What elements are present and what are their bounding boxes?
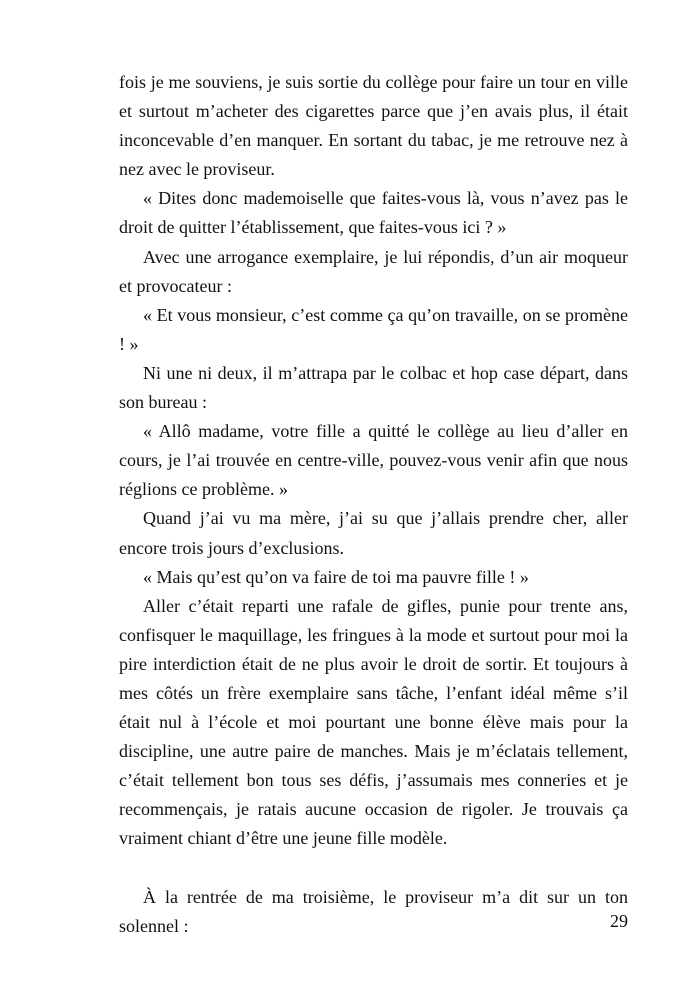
paragraph-1: fois je me souviens, je suis sortie du collège pour faire un tour en ville et surtout m’acheter des cigarettes parce que j’en avais plus, il était inconcevable d’en manquer. En sortant du tabac, je me retrouve nez à nez avec le proviseur. xyxy=(119,72,628,180)
paragraph-8: « Mais qu’est qu’on va faire de toi ma pauvre fille ! » xyxy=(143,566,529,587)
paragraph-2: « Dites donc mademoiselle que faites-vous là, vous n’avez pas le droit de quitter l’établissement, que faites-vous ici ? » xyxy=(119,188,628,238)
paragraph-4: « Et vous monsieur, c’est comme ça qu’on travaille, on se promène ! » xyxy=(119,304,628,354)
paragraph-6: « Allô madame, votre fille a quitté le collège au lieu d’aller en cours, je l’ai trouvée en centre-ville, pouvez-vous venir afin que nous réglions ce problème. » xyxy=(119,421,628,500)
section-gap xyxy=(119,854,628,883)
paragraph-9: Aller c’était reparti une rafale de gifles, punie pour trente ans, confisquer le maquillage, les fringues à la mode et surtout pour moi la pire interdiction était de ne plus avoir le droit de sortir. Et toujours à mes côtés un frère exemplaire sans tâche, l’enfant idéal même s’il était nul à l’école et moi pourtant une bonne élève mais pour la discipline, une autre paire de manches. Mais je m’éclatais tellement, c’était tellement bon tous ses défis, j’assumais mes conneries et je recommençais, je ratais aucune occasion de rigoler. Je trouvais ça vraiment chiant d’être une jeune fille modèle. xyxy=(119,595,628,849)
paragraph-10: À la rentrée de ma troisième, le proviseur m’a dit sur un ton solennel : xyxy=(119,886,628,936)
paragraph-5: Ni une ni deux, il m’attrapa par le colbac et hop case départ, dans son bureau : xyxy=(119,362,628,413)
page-number: 29 xyxy=(610,911,628,931)
paragraph-7: Quand j’ai vu ma mère, j’ai su que j’allais prendre cher, aller encore trois jours d’exclusions. xyxy=(119,508,628,558)
page-body xyxy=(119,68,628,941)
paragraph-3: Avec une arrogance exemplaire, je lui répondis, d’un air moqueur et provocateur : xyxy=(119,246,628,296)
